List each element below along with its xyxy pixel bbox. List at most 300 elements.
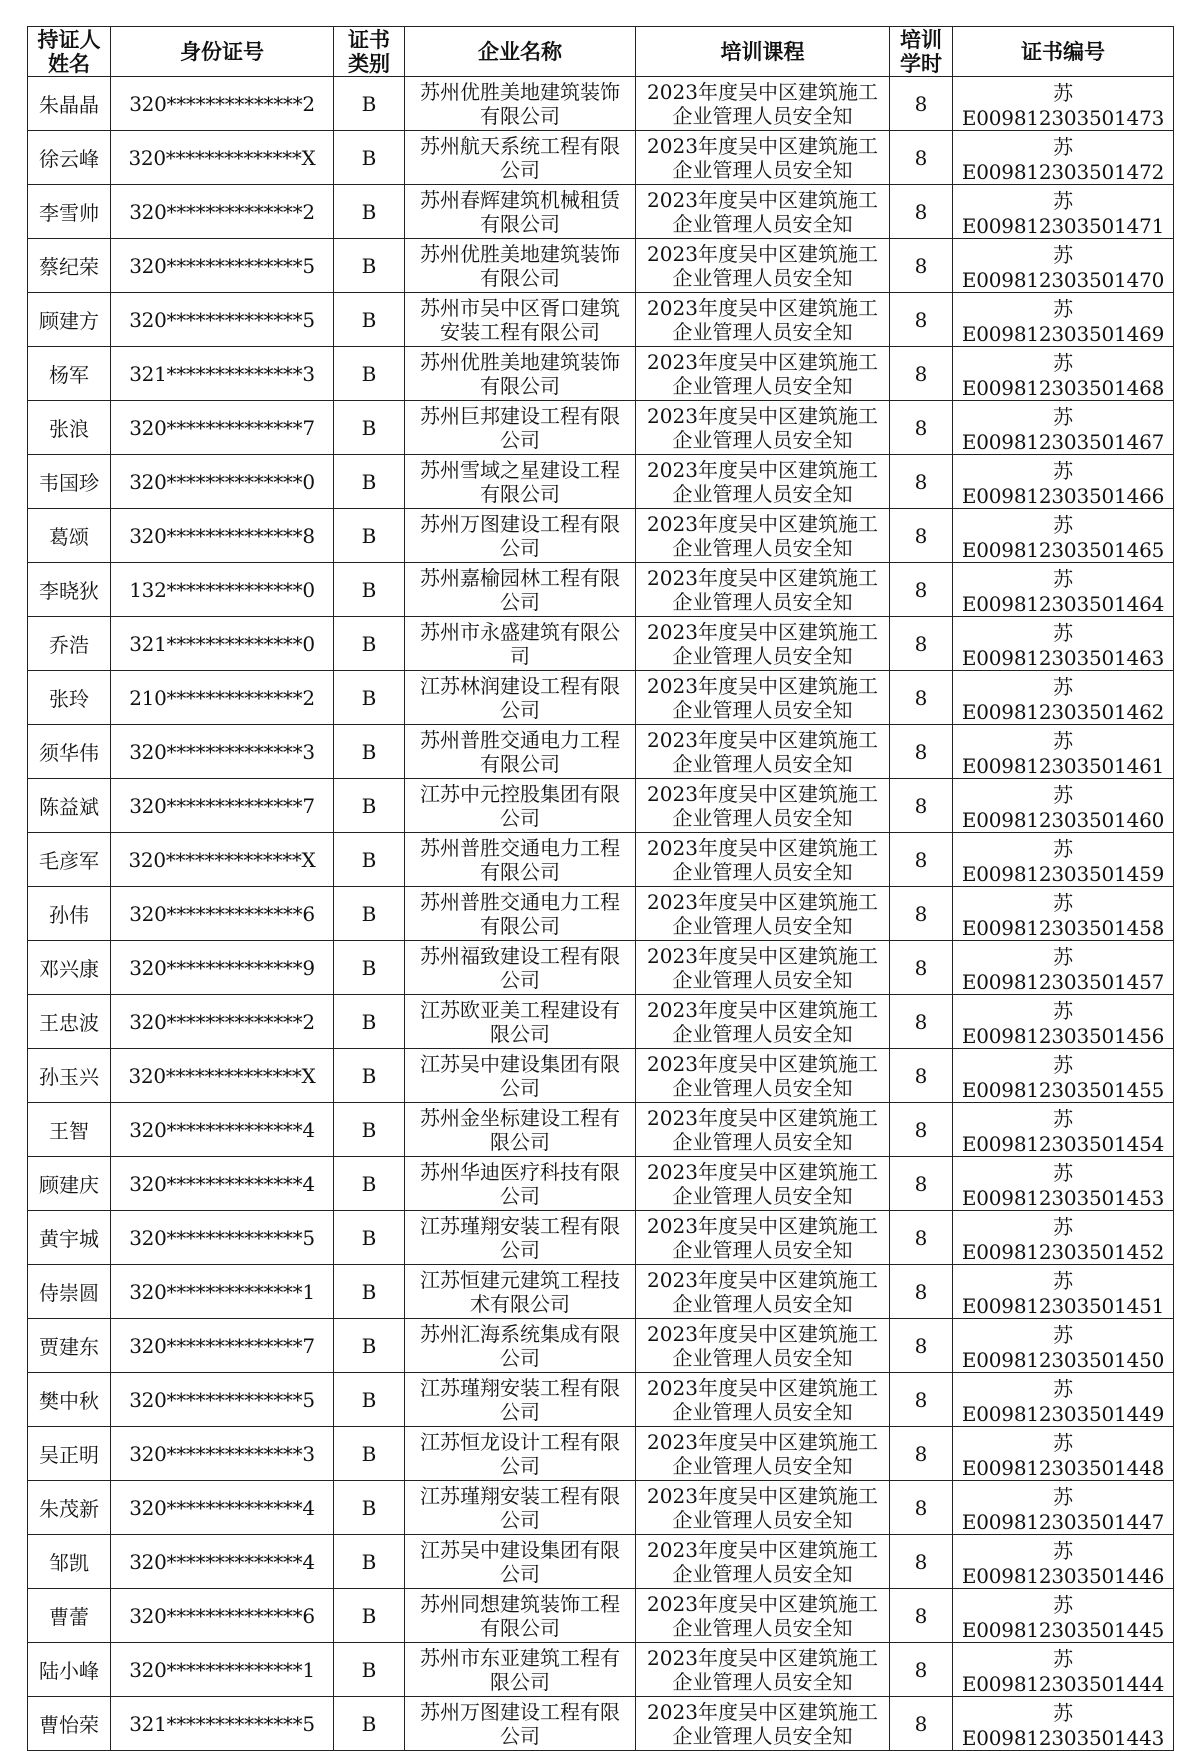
header-hours	[890, 27, 953, 77]
company-cell-text: 江苏中元控股集团有限公司	[420, 781, 620, 830]
cert-number-cell: 苏E009812303501460	[953, 779, 1174, 833]
hours-cell: 8	[890, 1265, 953, 1319]
company-cell	[405, 401, 636, 455]
header-category-line1: 证书	[348, 27, 390, 52]
cert-number-cell: 苏E009812303501443	[953, 1697, 1174, 1751]
cert-number-cell: 苏E009812303501467	[953, 401, 1174, 455]
course-cell	[636, 1427, 890, 1481]
name-cell: 韦国珍	[28, 455, 111, 509]
course-cell	[636, 1535, 890, 1589]
table-row	[28, 1589, 1174, 1643]
hours-cell: 8	[890, 1589, 953, 1643]
course-cell-text: 2023年度吴中区建筑施工企业管理人员安全知	[647, 565, 878, 614]
category-cell: B	[334, 1535, 405, 1589]
company-cell-text: 苏州同想建筑装饰工程有限公司	[420, 1591, 620, 1640]
course-cell-text: 2023年度吴中区建筑施工企业管理人员安全知	[647, 1159, 878, 1208]
company-cell-text: 江苏瑾翔安装工程有限公司	[420, 1375, 620, 1424]
course-cell-text: 2023年度吴中区建筑施工企业管理人员安全知	[647, 241, 878, 290]
course-cell	[636, 185, 890, 239]
category-cell: B	[334, 347, 405, 401]
course-cell	[636, 725, 890, 779]
table-row	[28, 887, 1174, 941]
course-cell	[636, 1373, 890, 1427]
hours-cell: 8	[890, 293, 953, 347]
name-cell: 李晓狄	[28, 563, 111, 617]
company-cell	[405, 1265, 636, 1319]
name-cell: 吴正明	[28, 1427, 111, 1481]
name-cell: 朱晶晶	[28, 77, 111, 131]
table-row	[28, 455, 1174, 509]
category-cell: B	[334, 887, 405, 941]
hours-cell: 8	[890, 131, 953, 185]
id-number-cell: 320**************X	[111, 1049, 334, 1103]
name-cell: 曹蕾	[28, 1589, 111, 1643]
category-cell: B	[334, 1481, 405, 1535]
category-cell: B	[334, 1427, 405, 1481]
company-cell	[405, 617, 636, 671]
company-cell-text: 江苏吴中建设集团有限公司	[420, 1051, 620, 1100]
cert-number-cell: 苏E009812303501455	[953, 1049, 1174, 1103]
table-body	[28, 77, 1174, 1751]
header-id: 身份证号	[111, 27, 334, 77]
certificate-table	[27, 26, 1174, 1751]
id-number-cell: 320**************3	[111, 725, 334, 779]
course-cell	[636, 1643, 890, 1697]
category-cell: B	[334, 77, 405, 131]
name-cell: 黄宇城	[28, 1211, 111, 1265]
id-number-cell: 321**************5	[111, 1697, 334, 1751]
name-cell: 杨军	[28, 347, 111, 401]
cert-number-cell: 苏E009812303501451	[953, 1265, 1174, 1319]
hours-cell: 8	[890, 401, 953, 455]
company-cell	[405, 293, 636, 347]
course-cell-text: 2023年度吴中区建筑施工企业管理人员安全知	[647, 1537, 878, 1586]
table-row	[28, 1211, 1174, 1265]
header-row	[28, 27, 1174, 77]
cert-number-cell: 苏E009812303501459	[953, 833, 1174, 887]
table-row	[28, 1157, 1174, 1211]
company-cell-text: 苏州市永盛建筑有限公司	[420, 619, 620, 668]
company-cell-text: 苏州航天系统工程有限公司	[420, 133, 620, 182]
table-row	[28, 1535, 1174, 1589]
table-row	[28, 1427, 1174, 1481]
hours-cell: 8	[890, 1643, 953, 1697]
category-cell: B	[334, 617, 405, 671]
id-number-cell: 320**************7	[111, 779, 334, 833]
hours-cell: 8	[890, 779, 953, 833]
table-row	[28, 1373, 1174, 1427]
category-cell: B	[334, 293, 405, 347]
cert-number-cell: 苏E009812303501454	[953, 1103, 1174, 1157]
company-cell-text: 苏州华迪医疗科技有限公司	[420, 1159, 620, 1208]
course-cell-text: 2023年度吴中区建筑施工企业管理人员安全知	[647, 1267, 878, 1316]
category-cell: B	[334, 833, 405, 887]
header-course: 培训课程	[636, 27, 890, 77]
name-cell: 贾建东	[28, 1319, 111, 1373]
cert-number-cell: 苏E009812303501466	[953, 455, 1174, 509]
id-number-cell: 320**************4	[111, 1535, 334, 1589]
table-row	[28, 185, 1174, 239]
category-cell: B	[334, 131, 405, 185]
company-cell	[405, 725, 636, 779]
company-cell	[405, 941, 636, 995]
company-cell	[405, 833, 636, 887]
cert-number-cell: 苏E009812303501448	[953, 1427, 1174, 1481]
course-cell	[636, 1589, 890, 1643]
course-cell	[636, 239, 890, 293]
category-cell: B	[334, 185, 405, 239]
company-cell-text: 江苏恒建元建筑工程技术有限公司	[420, 1267, 620, 1316]
id-number-cell: 320**************5	[111, 1373, 334, 1427]
id-number-cell: 320**************0	[111, 455, 334, 509]
id-number-cell: 320**************8	[111, 509, 334, 563]
hours-cell: 8	[890, 671, 953, 725]
id-number-cell: 321**************0	[111, 617, 334, 671]
company-cell	[405, 1535, 636, 1589]
name-cell: 李雪帅	[28, 185, 111, 239]
cert-number-cell: 苏E009812303501470	[953, 239, 1174, 293]
category-cell: B	[334, 1697, 405, 1751]
company-cell	[405, 1643, 636, 1697]
course-cell-text: 2023年度吴中区建筑施工企业管理人员安全知	[647, 1375, 878, 1424]
course-cell	[636, 887, 890, 941]
company-cell	[405, 779, 636, 833]
company-cell	[405, 1319, 636, 1373]
hours-cell: 8	[890, 1103, 953, 1157]
id-number-cell: 320**************5	[111, 293, 334, 347]
course-cell-text: 2023年度吴中区建筑施工企业管理人员安全知	[647, 943, 878, 992]
course-cell	[636, 833, 890, 887]
id-number-cell: 320**************6	[111, 887, 334, 941]
hours-cell: 8	[890, 563, 953, 617]
category-cell: B	[334, 1157, 405, 1211]
cert-number-cell: 苏E009812303501458	[953, 887, 1174, 941]
course-cell-text: 2023年度吴中区建筑施工企业管理人员安全知	[647, 403, 878, 452]
category-cell: B	[334, 1319, 405, 1373]
header-name-line2: 姓名	[48, 51, 90, 76]
name-cell: 毛彦军	[28, 833, 111, 887]
hours-cell: 8	[890, 1319, 953, 1373]
company-cell-text: 苏州普胜交通电力工程有限公司	[420, 889, 620, 938]
course-cell-text: 2023年度吴中区建筑施工企业管理人员安全知	[647, 1591, 878, 1640]
hours-cell: 8	[890, 509, 953, 563]
id-number-cell: 320**************2	[111, 77, 334, 131]
course-cell-text: 2023年度吴中区建筑施工企业管理人员安全知	[647, 349, 878, 398]
hours-cell: 8	[890, 185, 953, 239]
hours-cell: 8	[890, 1427, 953, 1481]
company-cell-text: 苏州汇海系统集成有限公司	[420, 1321, 620, 1370]
company-cell-text: 苏州嘉榆园林工程有限公司	[420, 565, 620, 614]
course-cell-text: 2023年度吴中区建筑施工企业管理人员安全知	[647, 511, 878, 560]
course-cell-text: 2023年度吴中区建筑施工企业管理人员安全知	[647, 997, 878, 1046]
hours-cell: 8	[890, 995, 953, 1049]
course-cell	[636, 617, 890, 671]
name-cell: 陆小峰	[28, 1643, 111, 1697]
header-name	[28, 27, 111, 77]
company-cell-text: 苏州金坐标建设工程有限公司	[420, 1105, 620, 1154]
course-cell	[636, 1319, 890, 1373]
course-cell-text: 2023年度吴中区建筑施工企业管理人员安全知	[647, 1645, 878, 1694]
course-cell-text: 2023年度吴中区建筑施工企业管理人员安全知	[647, 187, 878, 236]
name-cell: 须华伟	[28, 725, 111, 779]
course-cell-text: 2023年度吴中区建筑施工企业管理人员安全知	[647, 457, 878, 506]
id-number-cell: 320**************2	[111, 185, 334, 239]
category-cell: B	[334, 995, 405, 1049]
category-cell: B	[334, 725, 405, 779]
course-cell	[636, 995, 890, 1049]
category-cell: B	[334, 1373, 405, 1427]
table-row	[28, 617, 1174, 671]
company-cell-text: 江苏瑾翔安装工程有限公司	[420, 1213, 620, 1262]
course-cell	[636, 1265, 890, 1319]
id-number-cell: 320**************9	[111, 941, 334, 995]
id-number-cell: 320**************5	[111, 239, 334, 293]
id-number-cell: 320**************7	[111, 401, 334, 455]
company-cell	[405, 1103, 636, 1157]
company-cell-text: 苏州春辉建筑机械租赁有限公司	[420, 187, 620, 236]
company-cell-text: 苏州普胜交通电力工程有限公司	[420, 727, 620, 776]
header-hours-line1: 培训	[900, 27, 942, 52]
company-cell-text: 苏州福致建设工程有限公司	[420, 943, 620, 992]
header-hours-line2: 学时	[900, 51, 942, 76]
company-cell-text: 苏州万图建设工程有限公司	[420, 511, 620, 560]
category-cell: B	[334, 563, 405, 617]
id-number-cell: 132**************0	[111, 563, 334, 617]
course-cell-text: 2023年度吴中区建筑施工企业管理人员安全知	[647, 781, 878, 830]
company-cell-text: 苏州优胜美地建筑装饰有限公司	[420, 79, 620, 128]
hours-cell: 8	[890, 239, 953, 293]
course-cell	[636, 293, 890, 347]
course-cell	[636, 401, 890, 455]
company-cell	[405, 563, 636, 617]
company-cell	[405, 1373, 636, 1427]
name-cell: 顾建庆	[28, 1157, 111, 1211]
company-cell-text: 江苏欧亚美工程建设有限公司	[420, 997, 620, 1046]
hours-cell: 8	[890, 1535, 953, 1589]
course-cell	[636, 1103, 890, 1157]
id-number-cell: 210**************2	[111, 671, 334, 725]
course-cell	[636, 1481, 890, 1535]
hours-cell: 8	[890, 1211, 953, 1265]
cert-number-cell: 苏E009812303501457	[953, 941, 1174, 995]
table-row	[28, 1319, 1174, 1373]
course-cell	[636, 1049, 890, 1103]
course-cell	[636, 563, 890, 617]
company-cell-text: 苏州优胜美地建筑装饰有限公司	[420, 349, 620, 398]
header-category	[334, 27, 405, 77]
cert-number-cell: 苏E009812303501447	[953, 1481, 1174, 1535]
table-row	[28, 725, 1174, 779]
table-row	[28, 833, 1174, 887]
name-cell: 陈益斌	[28, 779, 111, 833]
id-number-cell: 320**************1	[111, 1265, 334, 1319]
name-cell: 张浪	[28, 401, 111, 455]
company-cell	[405, 995, 636, 1049]
cert-number-cell: 苏E009812303501444	[953, 1643, 1174, 1697]
category-cell: B	[334, 509, 405, 563]
id-number-cell: 320**************4	[111, 1481, 334, 1535]
course-cell-text: 2023年度吴中区建筑施工企业管理人员安全知	[647, 1483, 878, 1532]
course-cell	[636, 347, 890, 401]
cert-number-cell: 苏E009812303501469	[953, 293, 1174, 347]
company-cell-text: 苏州市吴中区胥口建筑安装工程有限公司	[420, 295, 620, 344]
category-cell: B	[334, 1589, 405, 1643]
course-cell-text: 2023年度吴中区建筑施工企业管理人员安全知	[647, 1105, 878, 1154]
cert-number-cell: 苏E009812303501449	[953, 1373, 1174, 1427]
cert-number-cell: 苏E009812303501471	[953, 185, 1174, 239]
hours-cell: 8	[890, 941, 953, 995]
course-cell-text: 2023年度吴中区建筑施工企业管理人员安全知	[647, 1699, 878, 1748]
course-cell-text: 2023年度吴中区建筑施工企业管理人员安全知	[647, 889, 878, 938]
id-number-cell: 320**************6	[111, 1589, 334, 1643]
name-cell: 葛颂	[28, 509, 111, 563]
category-cell: B	[334, 239, 405, 293]
hours-cell: 8	[890, 887, 953, 941]
course-cell	[636, 131, 890, 185]
table-row	[28, 509, 1174, 563]
company-cell-text: 苏州普胜交通电力工程有限公司	[420, 835, 620, 884]
name-cell: 朱茂新	[28, 1481, 111, 1535]
cert-number-cell: 苏E009812303501452	[953, 1211, 1174, 1265]
course-cell	[636, 77, 890, 131]
course-cell	[636, 779, 890, 833]
category-cell: B	[334, 401, 405, 455]
name-cell: 邹凯	[28, 1535, 111, 1589]
hours-cell: 8	[890, 1697, 953, 1751]
hours-cell: 8	[890, 833, 953, 887]
course-cell-text: 2023年度吴中区建筑施工企业管理人员安全知	[647, 673, 878, 722]
table-row	[28, 563, 1174, 617]
company-cell-text: 江苏吴中建设集团有限公司	[420, 1537, 620, 1586]
cert-number-cell: 苏E009812303501450	[953, 1319, 1174, 1373]
company-cell	[405, 1589, 636, 1643]
header-name-line1: 持证人	[37, 27, 101, 52]
table-row	[28, 347, 1174, 401]
course-cell	[636, 1211, 890, 1265]
hours-cell: 8	[890, 347, 953, 401]
name-cell: 顾建方	[28, 293, 111, 347]
id-number-cell: 320**************X	[111, 131, 334, 185]
course-cell-text: 2023年度吴中区建筑施工企业管理人员安全知	[647, 1213, 878, 1262]
company-cell-text: 苏州优胜美地建筑装饰有限公司	[420, 241, 620, 290]
course-cell-text: 2023年度吴中区建筑施工企业管理人员安全知	[647, 133, 878, 182]
course-cell-text: 2023年度吴中区建筑施工企业管理人员安全知	[647, 1051, 878, 1100]
cert-number-cell: 苏E009812303501463	[953, 617, 1174, 671]
cert-number-cell: 苏E009812303501445	[953, 1589, 1174, 1643]
category-cell: B	[334, 1103, 405, 1157]
cert-number-cell: 苏E009812303501473	[953, 77, 1174, 131]
company-cell	[405, 239, 636, 293]
category-cell: B	[334, 671, 405, 725]
course-cell-text: 2023年度吴中区建筑施工企业管理人员安全知	[647, 79, 878, 128]
hours-cell: 8	[890, 455, 953, 509]
name-cell: 乔浩	[28, 617, 111, 671]
table-row	[28, 1643, 1174, 1697]
id-number-cell: 320**************5	[111, 1211, 334, 1265]
company-cell	[405, 185, 636, 239]
course-cell	[636, 455, 890, 509]
hours-cell: 8	[890, 77, 953, 131]
table-row	[28, 1481, 1174, 1535]
cert-number-cell: 苏E009812303501461	[953, 725, 1174, 779]
table-row	[28, 401, 1174, 455]
company-cell-text: 苏州雪域之星建设工程有限公司	[420, 457, 620, 506]
id-number-cell: 320**************X	[111, 833, 334, 887]
table-row	[28, 941, 1174, 995]
table-row	[28, 77, 1174, 131]
course-cell	[636, 941, 890, 995]
category-cell: B	[334, 1049, 405, 1103]
name-cell: 王忠波	[28, 995, 111, 1049]
company-cell-text: 江苏林润建设工程有限公司	[420, 673, 620, 722]
table-row	[28, 995, 1174, 1049]
name-cell: 孙伟	[28, 887, 111, 941]
table-row	[28, 1697, 1174, 1751]
course-cell	[636, 1697, 890, 1751]
cert-number-cell: 苏E009812303501446	[953, 1535, 1174, 1589]
category-cell: B	[334, 941, 405, 995]
company-cell	[405, 509, 636, 563]
id-number-cell: 320**************4	[111, 1103, 334, 1157]
category-cell: B	[334, 1265, 405, 1319]
name-cell: 张玲	[28, 671, 111, 725]
id-number-cell: 320**************1	[111, 1643, 334, 1697]
category-cell: B	[334, 1211, 405, 1265]
company-cell	[405, 671, 636, 725]
company-cell	[405, 455, 636, 509]
company-cell-text: 苏州万图建设工程有限公司	[420, 1699, 620, 1748]
table-row	[28, 1265, 1174, 1319]
header-company: 企业名称	[405, 27, 636, 77]
course-cell-text: 2023年度吴中区建筑施工企业管理人员安全知	[647, 1321, 878, 1370]
hours-cell: 8	[890, 1373, 953, 1427]
id-number-cell: 320**************7	[111, 1319, 334, 1373]
company-cell	[405, 131, 636, 185]
company-cell-text: 苏州巨邦建设工程有限公司	[420, 403, 620, 452]
header-cert-no: 证书编号	[953, 27, 1174, 77]
name-cell: 蔡纪荣	[28, 239, 111, 293]
name-cell: 邓兴康	[28, 941, 111, 995]
name-cell: 孙玉兴	[28, 1049, 111, 1103]
hours-cell: 8	[890, 617, 953, 671]
hours-cell: 8	[890, 725, 953, 779]
table-row	[28, 671, 1174, 725]
header-category-line2: 类别	[348, 51, 390, 76]
company-cell	[405, 77, 636, 131]
id-number-cell: 321**************3	[111, 347, 334, 401]
company-cell-text: 江苏瑾翔安装工程有限公司	[420, 1483, 620, 1532]
cert-number-cell: 苏E009812303501456	[953, 995, 1174, 1049]
company-cell	[405, 1481, 636, 1535]
name-cell: 王智	[28, 1103, 111, 1157]
hours-cell: 8	[890, 1049, 953, 1103]
id-number-cell: 320**************2	[111, 995, 334, 1049]
company-cell	[405, 887, 636, 941]
company-cell-text: 苏州市东亚建筑工程有限公司	[420, 1645, 620, 1694]
course-cell-text: 2023年度吴中区建筑施工企业管理人员安全知	[647, 727, 878, 776]
course-cell	[636, 1157, 890, 1211]
category-cell: B	[334, 779, 405, 833]
company-cell	[405, 1157, 636, 1211]
cert-number-cell: 苏E009812303501465	[953, 509, 1174, 563]
table-row	[28, 239, 1174, 293]
cert-number-cell: 苏E009812303501464	[953, 563, 1174, 617]
category-cell: B	[334, 1643, 405, 1697]
company-cell	[405, 1211, 636, 1265]
course-cell-text: 2023年度吴中区建筑施工企业管理人员安全知	[647, 835, 878, 884]
course-cell-text: 2023年度吴中区建筑施工企业管理人员安全知	[647, 295, 878, 344]
id-number-cell: 320**************4	[111, 1157, 334, 1211]
